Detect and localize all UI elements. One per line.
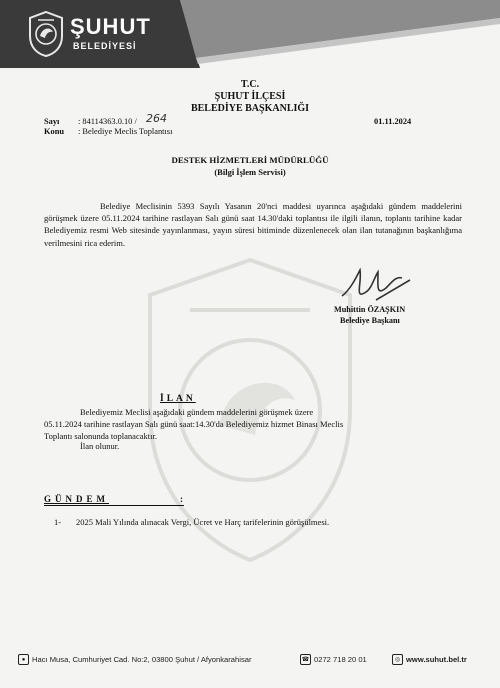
footer-website[interactable] xyxy=(392,654,467,665)
signatory-title: Belediye Başkanı xyxy=(340,316,400,325)
gundem-colon: : xyxy=(180,494,187,504)
letter-body: Belediye Meclisinin 5393 Sayılı Yasanın 20'nci maddesi uyarınca aşağıdaki gündem maddelerini görüşmek üzere 05.11.2024 tarihine rastlayan Salı günü saat 14.30'daki toplantısı ile ilgili ilanın, toplantı tarihine kadar Belediyemiz resmi Web sitesinde yayınlanması, yayın süresi bitiminde düzenlenecek olan ilan tutanağının başkanlığıma verilmesini rica ederim. xyxy=(44,201,462,248)
sayi-handwritten-number: 264 xyxy=(146,112,167,125)
header-line-district: ŞUHUT İLÇESİ xyxy=(214,91,286,102)
footer-website-text[interactable]: www.suhut.bel.tr xyxy=(406,655,467,664)
gundem-item-number: 1- xyxy=(54,517,62,527)
signature-icon xyxy=(336,260,416,311)
document-date: 01.11.2024 xyxy=(374,117,412,126)
gundem-item-text: 2025 Mali Yılında alınacak Vergi, Ücret ve Harç tarifelerinin görüşülmesi. xyxy=(76,517,330,527)
konu-value: : Belediye Meclis Toplantısı xyxy=(78,127,173,136)
ilan-heading: İLAN xyxy=(160,394,196,404)
brand-name: ŞUHUT xyxy=(70,14,151,39)
brand-subtitle: BELEDİYESİ xyxy=(73,41,137,51)
recipient-subtitle: (Bilgi İşlem Servisi) xyxy=(214,167,286,177)
phone-icon: ☎ xyxy=(300,654,311,665)
footer-phone-text: 0272 718 20 01 xyxy=(314,655,367,664)
header-line-tc: T.C. xyxy=(240,79,260,90)
sayi-label: Sayı xyxy=(44,117,60,126)
municipality-logo-icon xyxy=(26,10,66,63)
location-pin-icon: ● xyxy=(18,654,29,665)
footer xyxy=(0,648,500,672)
signatory-name: Muhittin ÖZAŞKIN xyxy=(334,305,406,314)
globe-icon: ◎ xyxy=(392,654,403,665)
ilan-closing: İlan olunur. xyxy=(80,441,120,451)
recipient-title: DESTEK HİZMETLERİ MÜDÜRLÜĞÜ xyxy=(171,155,329,165)
konu-label: Konu xyxy=(44,127,65,136)
sayi-value: : 84114363.0.10 / xyxy=(78,117,137,126)
gundem-underline xyxy=(44,505,184,506)
gundem-heading: GÜNDEM xyxy=(44,494,109,504)
ilan-text: Belediyemiz Meclisi aşağıdaki gündem maddelerini görüşmek üzere 05.11.2024 tarihine rastlayan Salı günü saat:14.30'da Belediyemiz hizmet Binası Meclis Toplantı salonunda toplanacaktır. xyxy=(44,407,344,442)
footer-address-text: Hacı Musa, Cumhuriyet Cad. No:2, 03800 Şuhut / Afyonkarahisar xyxy=(32,655,252,664)
footer-address xyxy=(18,654,252,665)
footer-phone xyxy=(300,654,367,665)
header-line-office: BELEDİYE BAŞKANLIĞI xyxy=(190,103,310,114)
